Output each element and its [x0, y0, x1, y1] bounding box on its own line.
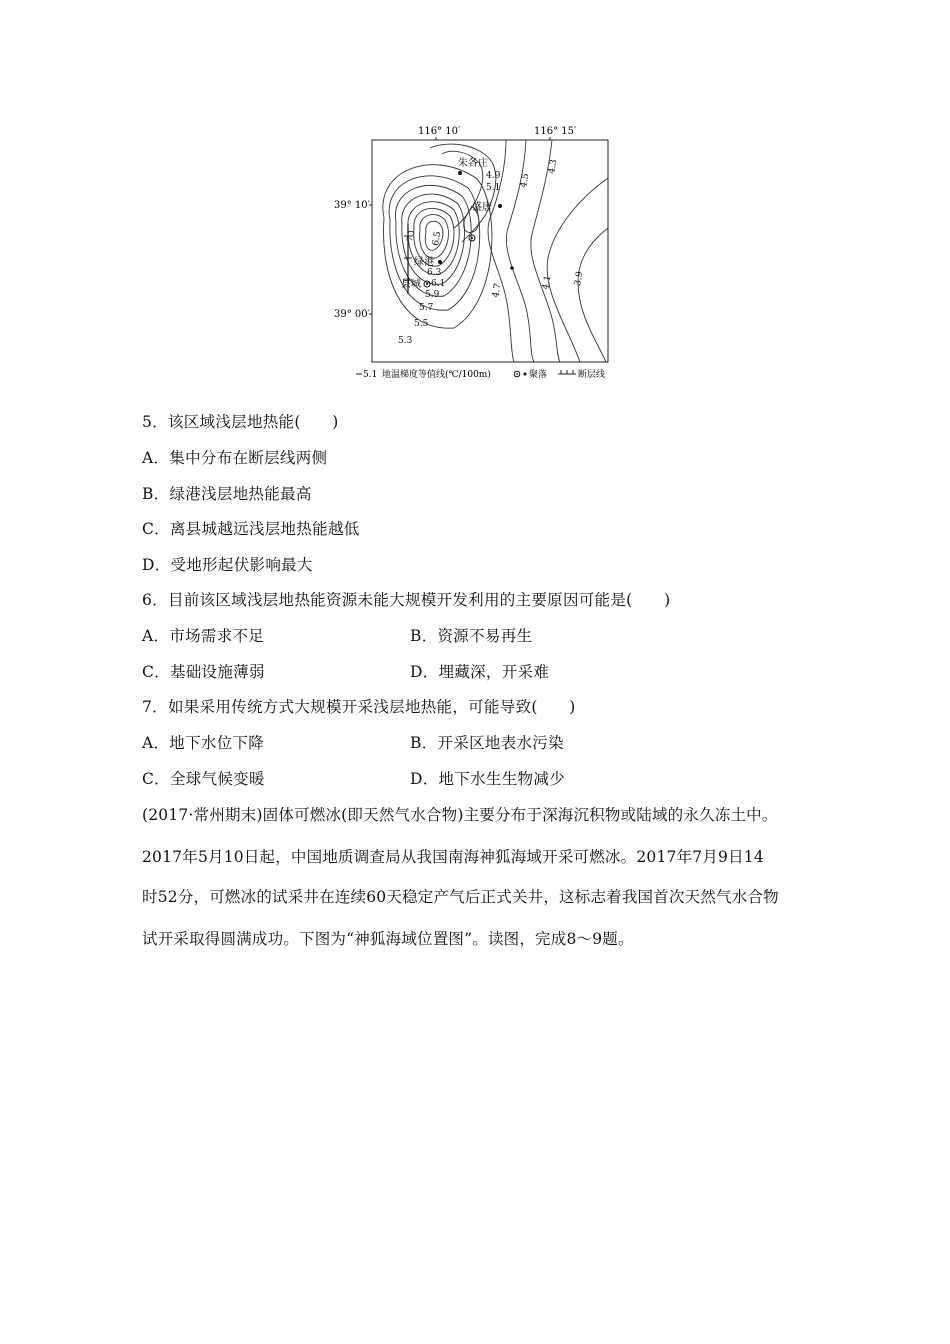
isoline-map [330, 118, 630, 388]
value-label: 5.7 [419, 303, 434, 313]
legend-fault-symbol [558, 370, 576, 374]
passage-line-4: 试开采取得圆满成功。下图为“神狐海域位置图”。读图，完成8～9题。 [142, 930, 634, 948]
question-6-option-a: A．市场需求不足 [142, 627, 265, 645]
place-label-lvgang: 绿港 [414, 257, 434, 268]
settlement-dot [498, 204, 502, 208]
value-label: 4.7 [491, 282, 504, 299]
legend-sample-value: 5.1 [363, 370, 378, 380]
place-label-zhugezhuang: 朱各庄 [458, 158, 488, 169]
isoline-3-9 [578, 228, 608, 362]
question-7-option-d: D．地下水生生物减少 [410, 770, 565, 788]
question-7-option-a: A．地下水位下降 [142, 734, 265, 752]
county-seat-dot [426, 283, 428, 285]
value-label: 6.1 [431, 279, 446, 289]
passage-line-1: (2017·常州期末)固体可燃冰(即天然气水合物)主要分布于深海沉积物或陆域的永久冻土中。 [142, 806, 778, 824]
question-6-option-c: C．基础设施薄弱 [142, 663, 265, 681]
lat-label-1: 39° 10′ [334, 200, 370, 211]
settlement-dot [458, 171, 462, 175]
value-label: 6.5 [431, 230, 444, 247]
value-label: 3.9 [573, 270, 586, 287]
lon-label-2: 116° 15′ [534, 126, 577, 137]
question-5-stem: 5．该区域浅层地热能( ) [142, 413, 339, 431]
place-label-xiancheng: 县城 [401, 279, 421, 290]
question-5-option-a: A．集中分布在断层线两侧 [142, 449, 328, 467]
passage-line-3: 时52分，可燃冰的试采井在连续60天稳定产气后正式关井，这标志着我国首次天然气水合物 [142, 888, 779, 906]
question-5-option-c: C．离县城越远浅层地热能越低 [142, 520, 360, 538]
lat-label-2: 39° 00′ [334, 309, 370, 320]
value-label: 4.5 [519, 172, 532, 189]
question-6-option-d: D．埋藏深，开采难 [410, 663, 550, 681]
value-label: 5.9 [425, 290, 440, 300]
question-7-stem: 7．如果采用传统方式大规模开采浅层地热能，可能导致( ) [142, 698, 576, 716]
legend-fault-text: 断层线 [578, 370, 606, 380]
value-label: 4.3 [547, 158, 560, 175]
legend-settlement-dot [524, 373, 527, 376]
value-label: 4.1 [541, 274, 554, 291]
value-label: 4.9 [486, 171, 501, 181]
map-legend [356, 368, 605, 380]
lon-label-1: 116° 10′ [418, 126, 461, 137]
question-5-option-b: B．绿港浅层地热能最高 [142, 485, 312, 503]
legend-settlement-text: 聚落 [529, 370, 548, 380]
isoline-4-1 [547, 178, 608, 362]
question-7-option-b: B．开采区地表水污染 [410, 734, 564, 752]
value-label: 6.3 [427, 268, 442, 278]
settlement-dot [438, 260, 442, 264]
question-7-option-c: C．全球气候变暖 [142, 770, 265, 788]
settlement-dot [510, 266, 514, 270]
place-label-shengtang: 盛唐 [472, 202, 492, 213]
legend-county-dot [516, 373, 518, 375]
settlement-symbol-dot [471, 237, 473, 239]
legend-isoline-text: 地温梯度等值线(℃/100m) [382, 370, 491, 380]
value-label: 5.3 [398, 336, 413, 346]
value-label: 7.1 [405, 228, 417, 243]
passage-line-2: 2017年5月10日起，中国地质调查局从我国南海神狐海域开采可燃冰。2017年7月9日14 [142, 848, 764, 866]
question-6-stem: 6．目前该区域浅层地热能资源未能大规模开发利用的主要原因可能是( ) [142, 591, 671, 609]
isoline-map-svg [330, 118, 630, 388]
question-6-option-b: B．资源不易再生 [410, 627, 533, 645]
question-5-option-d: D．受地形起伏影响最大 [142, 556, 313, 574]
value-label: 5.5 [414, 319, 429, 329]
value-label: 5.1 [486, 183, 501, 193]
